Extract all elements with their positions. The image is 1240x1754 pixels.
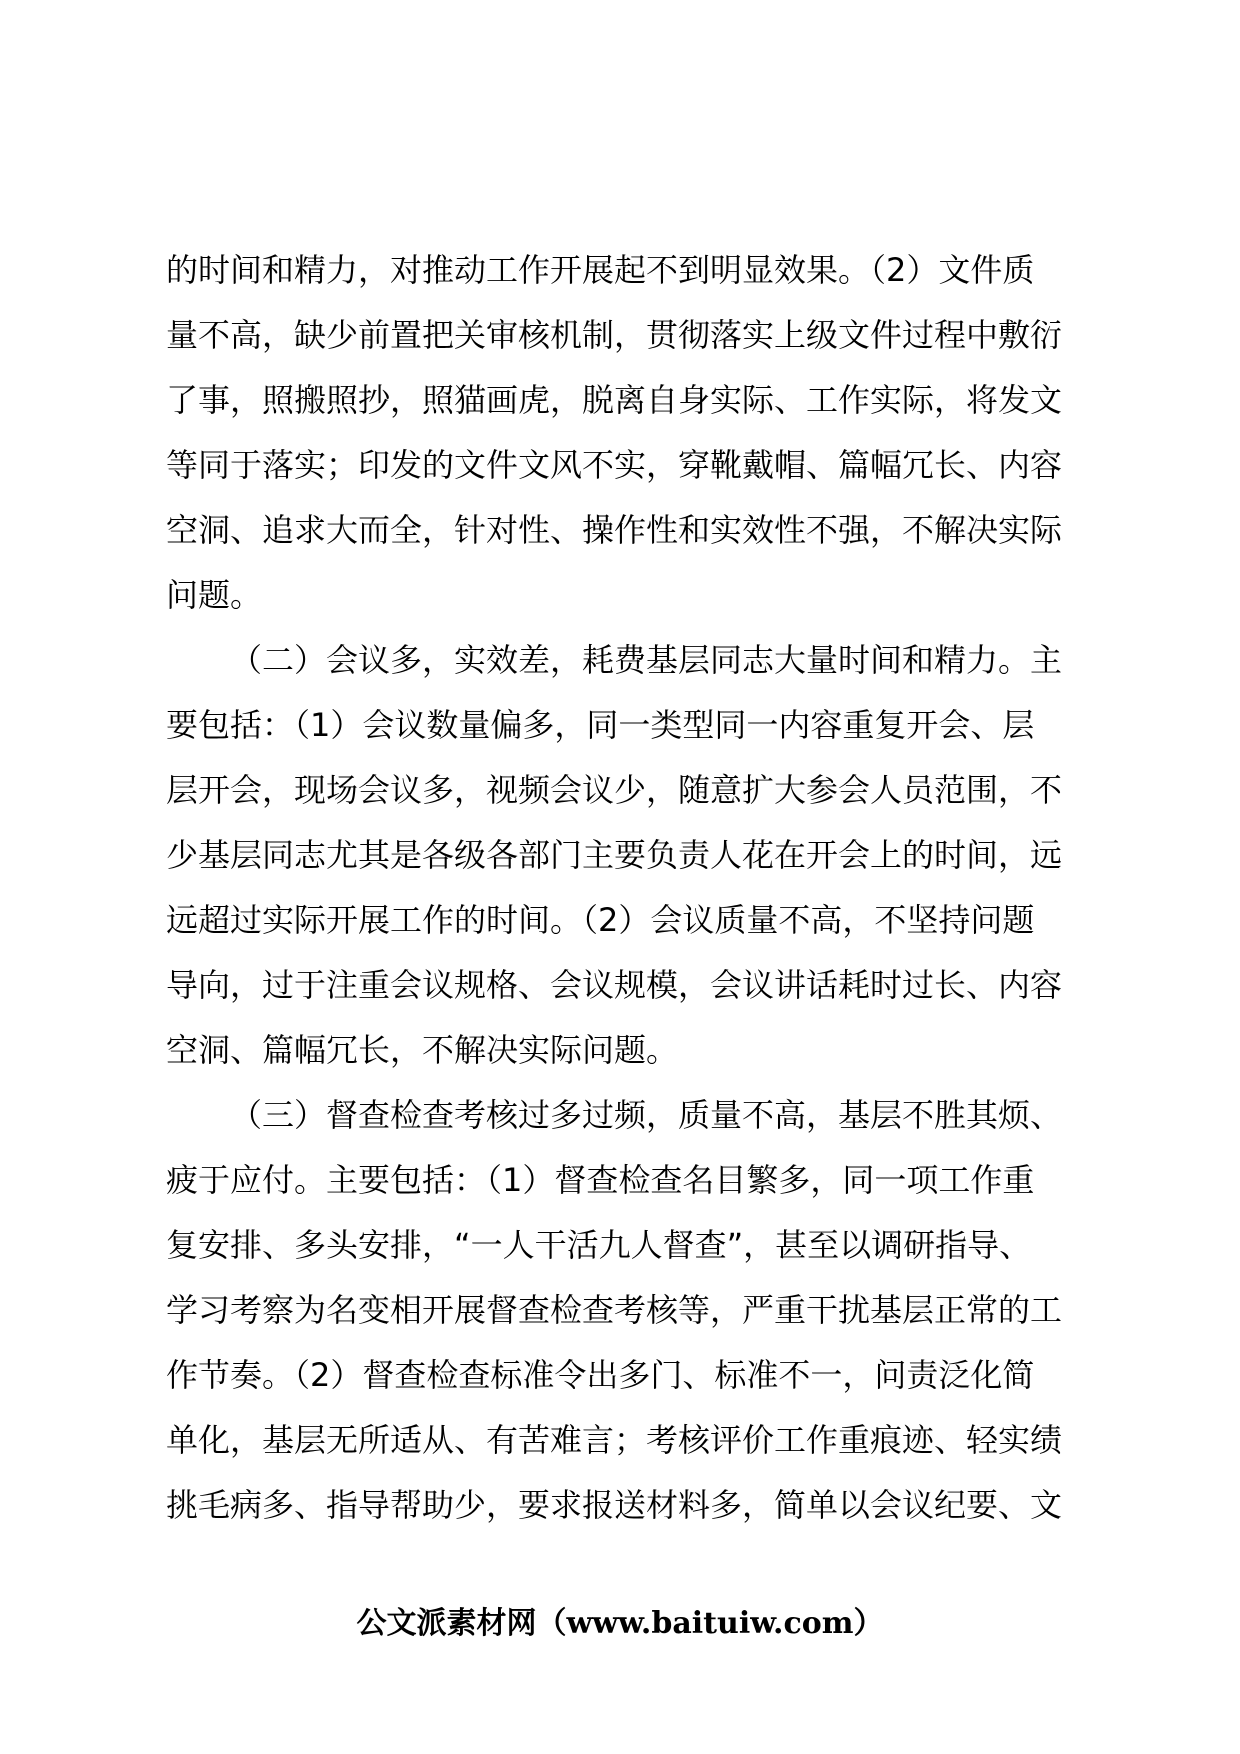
text-line: 少基层同志尤其是各级各部门主要负责人花在开会上的时间，远 [166, 836, 1063, 874]
text-line: 挑毛病多、指导帮助少，要求报送材料多，简单以会议纪要、文 [166, 1486, 1063, 1524]
text-line: 空洞、追求大而全，针对性、操作性和实效性不强，不解决实际 [166, 511, 1063, 549]
text-line: 量不高，缺少前置把关审核机制，贯彻落实上级文件过程中敷衍 [166, 316, 1063, 354]
text-line: 层开会，现场会议多，视频会议少，随意扩大参会人员范围，不 [166, 771, 1063, 809]
section-heading-line: （二）会议多，实效差，耗费基层同志大量时间和精力。主 [230, 641, 1063, 679]
footer-watermark-text: 公文派素材网（www.baituiw.com） [356, 1606, 884, 1641]
document-body [166, 238, 1096, 1538]
text-line: 的时间和精力，对推动工作开展起不到明显效果。（2）文件质 [166, 251, 1035, 289]
text-line: 学习考察为名变相开展督查检查考核等，严重干扰基层正常的工 [166, 1291, 1063, 1329]
text-line: 导向，过于注重会议规格、会议规模，会议讲话耗时过长、内容 [166, 966, 1063, 1004]
text-line: 疲于应付。主要包括：（1）督查检查名目繁多，同一项工作重 [166, 1161, 1035, 1199]
text-line: 要包括：（1）会议数量偏多，同一类型同一内容重复开会、层 [166, 706, 1035, 744]
section-heading-line: （三）督查检查考核过多过频，质量不高，基层不胜其烦、 [230, 1096, 1063, 1134]
text-line: 单化，基层无所适从、有苦难言；考核评价工作重痕迹、轻实绩 [166, 1421, 1063, 1459]
text-line: 空洞、篇幅冗长，不解决实际问题。 [166, 1031, 679, 1069]
text-line: 复安排、多头安排，“一人干活九人督查”，甚至以调研指导、 [166, 1226, 1032, 1264]
text-line: 问题。 [166, 576, 263, 614]
text-line: 了事，照搬照抄，照猫画虎，脱离自身实际、工作实际，将发文 [166, 381, 1063, 419]
text-line: 等同于落实；印发的文件文风不实，穿靴戴帽、篇幅冗长、内容 [166, 446, 1063, 484]
text-line: 远超过实际开展工作的时间。（2）会议质量不高，不坚持问题 [166, 901, 1035, 939]
text-line: 作节奏。（2）督查检查标准令出多门、标准不一，问责泛化简 [166, 1356, 1035, 1394]
